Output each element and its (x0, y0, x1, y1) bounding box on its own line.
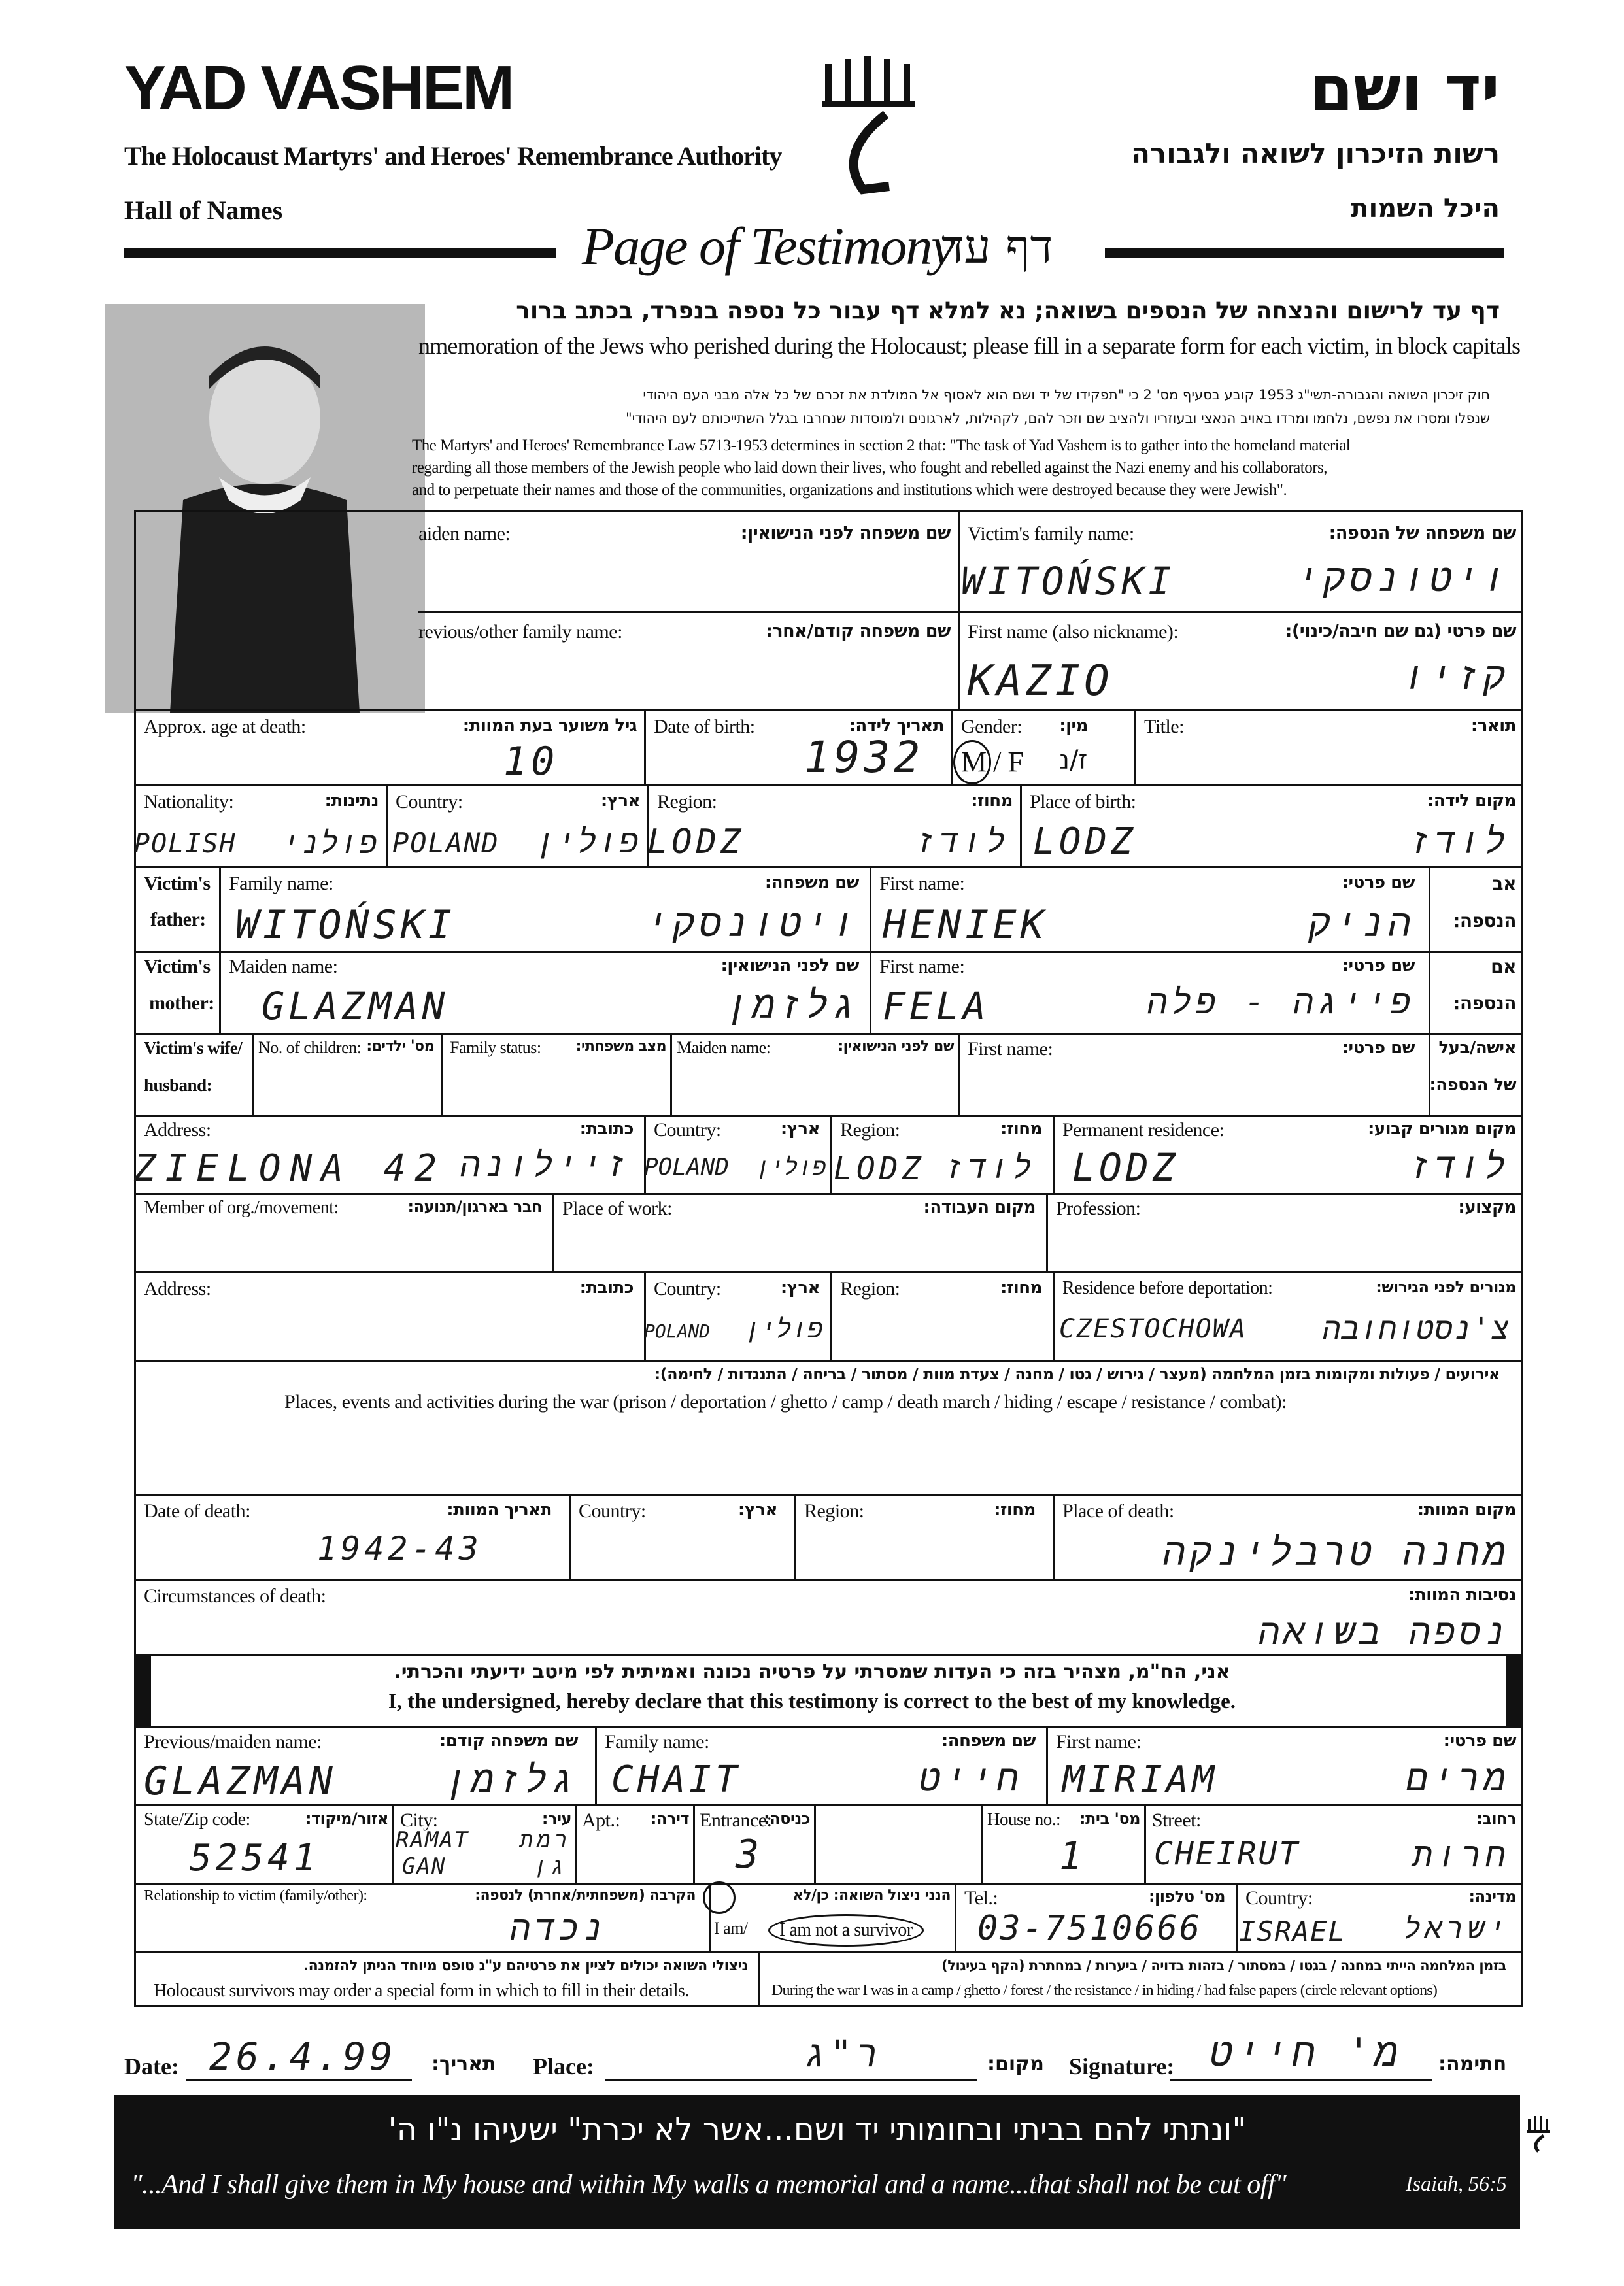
col-line (951, 709, 953, 784)
label-circumstances-he: נסיבות המוות: (1408, 1585, 1516, 1605)
label-street: Street: (1152, 1809, 1201, 1831)
value-sub-first-he[interactable]: מרים (1406, 1757, 1510, 1800)
value-tel[interactable]: 03-7510666 (977, 1909, 1202, 1948)
col-line (1046, 1726, 1048, 1804)
value-father-family-he[interactable]: ויטונסקי (645, 901, 859, 945)
label-res-before-he: מגורים לפני הגירוש: (1376, 1278, 1516, 1296)
label-maiden-name: aiden name: (418, 523, 511, 545)
row-line (134, 1115, 1523, 1117)
label-nationality-he: נתינות: (324, 791, 379, 811)
hall-of-names-he: היכל השמות (1351, 193, 1500, 224)
label-place-birth: Place of birth: (1030, 791, 1136, 813)
col-line (1053, 1115, 1055, 1193)
label-survivor-en-1: I am/ (714, 1919, 748, 1938)
value-place-birth[interactable]: LODZ (1033, 820, 1137, 863)
value-addr-country-he[interactable]: פולין (755, 1154, 826, 1181)
value-res-before[interactable]: CZESTOCHOWA (1059, 1314, 1247, 1344)
value-relationship[interactable]: נכדה (510, 1909, 607, 1948)
label-mother-maiden: Maiden name: (229, 956, 338, 977)
row-line (134, 784, 1523, 786)
intro-he: דף עד לרישום והנצחה של הנספים בשואה; נא למלא דף עבור כל נספה בנפרד, בכתב ברור (516, 297, 1500, 324)
label-wife-first-he: שם פרטי: (1342, 1038, 1415, 1058)
label-sub-country: Country: (1245, 1887, 1313, 1909)
place-line (605, 2079, 977, 2081)
label-sub-prev-he: שם משפחה קודם: (439, 1731, 578, 1751)
value-res-country[interactable]: POLAND (644, 1320, 711, 1342)
value-date[interactable]: 26.4.99 (209, 2034, 397, 2079)
label-gender-he: מין: (1059, 716, 1088, 735)
col-line (1236, 1883, 1238, 1951)
row-line (134, 1360, 1523, 1362)
label-date-he: תאריך: (431, 2053, 496, 2076)
value-house-no[interactable]: 1 (1059, 1834, 1086, 1878)
col-line (830, 1115, 832, 1193)
col-line (575, 1804, 577, 1883)
value-addr-region[interactable]: LODZ (834, 1151, 925, 1187)
col-line (870, 866, 871, 1033)
value-nationality[interactable]: POLISH (134, 829, 237, 859)
law-he-1: חוק זיכרון השואה והגבורה-תשי"ג 1953 קובע בסעיף מס' 2 כי "תפקידו של יד ושם הוא לאסוף אל המולדת את זכרם של כל אלה מבני העם היהודי (643, 387, 1490, 403)
label-father-first-he: שם פרטי: (1342, 873, 1415, 892)
label-entrance-he: כניסה: (764, 1809, 810, 1828)
label-wife-first: First name: (968, 1038, 1053, 1060)
label-place-work-he: מקום העבודה: (923, 1198, 1036, 1217)
quote-ref-en: Isaiah, 56:5 (1406, 2172, 1507, 2195)
value-city-he-2[interactable]: גן (533, 1853, 568, 1879)
row-line (134, 1883, 1523, 1885)
col-line (1046, 1193, 1048, 1271)
label-state-zip: State/Zip code: (144, 1809, 250, 1830)
row-line (134, 1033, 1523, 1035)
law-en-2: regarding all those members of the Jewish people who laid down their lives, who fought and rebelled against the Nazi enemy and his collaborators, (412, 459, 1328, 477)
col-line (219, 866, 221, 1033)
value-country-he[interactable]: פולין (535, 822, 640, 860)
law-en-1: The Martyrs' and Heroes' Remembrance Law 5713-1953 determines in section 2 that: "The task of Yad Vashem is to gather into the homeland material (412, 437, 1351, 454)
col-line (958, 1033, 960, 1115)
label-children: No. of children: (258, 1038, 362, 1057)
label-street-he: רחוב: (1476, 1809, 1516, 1828)
row-line (418, 611, 1523, 613)
row-line (134, 709, 1523, 711)
yad-vashem-logo-icon (817, 52, 922, 203)
value-region[interactable]: LODZ (647, 822, 745, 862)
value-mother-maiden-he[interactable]: גלזמן (725, 983, 859, 1027)
label-victims-mother-2: mother: (149, 992, 214, 1014)
col-line (794, 1494, 796, 1579)
row-line (134, 1271, 1523, 1273)
label-addr-region-he: מחוז: (1000, 1119, 1042, 1139)
label-addr-country-he: ארץ: (780, 1119, 820, 1139)
label-age-death: Approx. age at death: (144, 716, 306, 737)
label-place-he: מקום: (987, 2053, 1044, 2076)
value-dob[interactable]: 1932 (804, 732, 924, 782)
col-line (252, 1033, 254, 1115)
label-state-zip-he: אזור/מיקוד: (305, 1809, 388, 1828)
gender-options-he[interactable]: ז/נ (1059, 745, 1088, 775)
value-signature[interactable]: מ' חייט (1210, 2030, 1402, 2076)
value-sub-prev[interactable]: GLAZMAN (144, 1758, 337, 1804)
col-line (955, 1883, 956, 1951)
label-date-death-he: תאריך המוות: (447, 1500, 552, 1520)
label-sub-family: Family name: (605, 1731, 709, 1753)
label-wife-he-1: אישה/בעל (1438, 1038, 1516, 1058)
label-member-org: Member of org./movement: (144, 1198, 339, 1218)
label-res-region-he: מחוז: (1000, 1278, 1042, 1298)
label-perm-res: Permanent residence: (1062, 1119, 1225, 1141)
col-line (644, 1271, 646, 1360)
label-family-status: Family status: (450, 1038, 541, 1057)
label-signature: Signature: (1069, 2053, 1175, 2079)
value-date-death[interactable]: 1942-43 (317, 1530, 482, 1568)
col-line (386, 784, 388, 866)
label-title-he: תואר: (1470, 716, 1516, 735)
col-line (595, 1726, 597, 1804)
value-city-2[interactable]: GAN (402, 1853, 447, 1879)
value-first-name-he[interactable]: קזיו (1402, 654, 1510, 698)
title-rule-left (124, 248, 556, 258)
col-line (552, 1193, 554, 1271)
label-wife-he-2: של הנספה: (1429, 1075, 1516, 1095)
col-line (1134, 709, 1136, 784)
value-sub-first[interactable]: MIRIAM (1062, 1758, 1219, 1801)
col-line (1144, 1804, 1146, 1883)
label-father-first: First name: (879, 873, 965, 894)
label-wife-2: husband: (144, 1075, 212, 1095)
label-region: Region: (657, 791, 717, 813)
label-family-status-he: מצב משפחתי: (575, 1038, 666, 1054)
label-during-en: During the war I was in a camp / ghetto / forest / the resistance / in hiding / had false papers (circle relevant options) (771, 1982, 1438, 1999)
label-survivor-he: הנני ניצול השואה: כן/לא (792, 1887, 951, 1904)
label-sub-prev: Previous/maiden name: (144, 1731, 322, 1753)
label-war-en: Places, events and activities during the war (prison / deportation / ghetto / camp / death march / hiding / escape / resistance / combat): (284, 1391, 1287, 1413)
col-line (441, 1033, 443, 1115)
value-nationality-he[interactable]: פולני (281, 825, 379, 860)
label-circumstances: Circumstances of death: (144, 1585, 326, 1607)
col-line (758, 1951, 760, 2007)
label-wife-maiden: Maiden name: (677, 1038, 771, 1057)
label-victim-family: Victim's family name: (968, 523, 1134, 545)
title-rule-right (1105, 248, 1504, 258)
row-line (134, 1804, 1523, 1806)
label-dob-he: תאריך לידה: (849, 716, 944, 735)
label-children-he: מס' ילדים: (366, 1038, 434, 1054)
col-line (392, 1804, 394, 1883)
label-prev-family: revious/other family name: (418, 621, 622, 643)
gender-circle-icon (953, 740, 991, 784)
footer-logo-icon (1527, 2115, 1553, 2154)
label-region-he: מחוז: (971, 791, 1013, 811)
value-father-family[interactable]: WITOŃSKI (235, 902, 456, 948)
col-line (569, 1494, 571, 1579)
label-first-name-nick: First name (also nickname): (968, 621, 1179, 643)
col-line (958, 510, 960, 709)
label-special-he: ניצולי השואה יכולים לציין את פרטיהם ע"ג טופס מיוחד הניתן להזמנה. (303, 1958, 748, 1974)
label-title: Title: (1144, 716, 1184, 737)
label-father-he-1: אב (1492, 873, 1516, 894)
label-address-he: כתובת: (579, 1119, 634, 1139)
label-entrance: Entrance: (700, 1809, 772, 1831)
label-place-death-he: מקום המוות: (1417, 1500, 1516, 1520)
hall-of-names-en: Hall of Names (124, 195, 283, 225)
quote-he: "ונתתי להם בביתי ובחומותי יד ושם...אשר לא יכרת" ישעיהו נ"ו ה' (388, 2111, 1247, 2148)
value-zip[interactable]: 52541 (190, 1837, 320, 1879)
label-place-work: Place of work: (562, 1198, 672, 1219)
org-name-en: YAD VASHEM (124, 53, 513, 123)
label-res-region: Region: (840, 1278, 900, 1300)
label-tel-he: מס' טלפון: (1148, 1887, 1225, 1906)
label-age-death-he: גיל משוער בעת המוות: (462, 716, 637, 735)
label-addr-country: Country: (654, 1119, 721, 1141)
label-prev-family-he: שם משפחה קודם/אחר: (766, 621, 951, 641)
label-sub-first-he: שם פרטי: (1443, 1731, 1516, 1751)
label-perm-res-he: מקום מגורים קבוע: (1368, 1119, 1516, 1139)
label-father-family-he: שם משפחה: (764, 873, 859, 892)
label-country: Country: (396, 791, 463, 813)
label-death-region: Region: (804, 1500, 864, 1522)
label-place-birth-he: מקום לידה: (1427, 791, 1516, 811)
label-nationality: Nationality: (144, 791, 234, 813)
value-sub-country[interactable]: ISRAEL (1239, 1915, 1346, 1947)
label-addr-region: Region: (840, 1119, 900, 1141)
label-apt: Apt.: (582, 1809, 620, 1831)
value-first-name[interactable]: KAZIO (968, 657, 1113, 705)
label-relationship-he: הקרבה (משפחתית/אחרת) לנספה: (475, 1887, 696, 1904)
value-street[interactable]: CHEIRUT (1154, 1836, 1300, 1872)
label-house-no-he: מס' בית: (1079, 1809, 1140, 1828)
col-line (830, 1271, 832, 1360)
label-death-country-he: ארץ: (737, 1500, 777, 1520)
value-victim-family-he[interactable]: ויטונסקי (1296, 556, 1510, 600)
label-city: City: (400, 1809, 438, 1831)
value-mother-first-he[interactable]: פייגה - פלה (1147, 983, 1415, 1022)
label-gender: Gender: (961, 716, 1023, 737)
value-sub-country-he[interactable]: ישראל (1403, 1912, 1510, 1945)
value-res-country-he[interactable]: פולין (744, 1314, 823, 1344)
row-line (134, 866, 1523, 868)
org-subtitle-he: רשות הזיכרון לשואה ולגבורה (1131, 137, 1500, 169)
col-line (693, 1804, 695, 1883)
col-line (1053, 1271, 1055, 1360)
page-title-en: Page of Testimony (582, 216, 954, 276)
law-en-3: and to perpetuate their names and those of the communities, organizations and institutions which were destroyed because they were Jewish". (412, 481, 1287, 499)
row-line (134, 1951, 1523, 1953)
col-line (814, 1804, 816, 1883)
row-line (134, 1579, 1523, 1581)
value-sub-family-he[interactable]: חייט (919, 1757, 1023, 1800)
label-wife-1: Victim's wife/ (144, 1038, 243, 1058)
label-relationship: Relationship to victim (family/other): (144, 1887, 367, 1904)
label-mother-he-1: אם (1491, 956, 1516, 977)
label-wife-maiden-he: שם לפני הנישואין: (837, 1038, 954, 1054)
label-address-2-he: כתובת: (579, 1278, 634, 1298)
label-house-no: House no.: (987, 1809, 1060, 1829)
label-maiden-name-he: שם משפחה לפני הנישואין: (740, 523, 951, 543)
label-victims-mother-1: Victim's (144, 956, 211, 977)
label-survivor-en-2[interactable]: I am not a survivor (768, 1914, 924, 1947)
label-first-name-nick-he: שם פרטי (גם שם חיבה/כינוי): (1285, 621, 1516, 641)
value-res-before-he[interactable]: צ'נסטוחובה (1322, 1311, 1510, 1346)
label-sub-country-he: מדינה: (1468, 1887, 1516, 1906)
label-mother-first-he: שם פרטי: (1342, 956, 1415, 975)
org-name-he: יד ושם (1310, 52, 1500, 126)
value-address[interactable]: ZIELONA 42 (134, 1147, 447, 1190)
row-line (134, 1494, 1523, 1496)
gender-options[interactable]: M/F (961, 746, 1030, 778)
survivor-no-circle-icon (703, 1881, 736, 1914)
label-death-region-he: מחוז: (994, 1500, 1036, 1520)
value-place-birth-he[interactable]: לודז (1409, 820, 1510, 862)
label-sub-first: First name: (1056, 1731, 1142, 1753)
value-sub-prev-he[interactable]: גלזמן (444, 1757, 578, 1802)
value-region-he[interactable]: לודז (915, 822, 1009, 860)
value-mother-maiden[interactable]: GLAZMAN (262, 984, 449, 1028)
label-res-country-he: ארץ: (780, 1278, 820, 1298)
value-address-he[interactable]: זיילונה (460, 1145, 630, 1185)
label-father-he-2: הנספה: (1453, 910, 1516, 932)
value-city-1[interactable]: RAMAT (396, 1827, 469, 1853)
value-addr-region-he[interactable]: לודז (944, 1149, 1036, 1186)
col-line (981, 1804, 983, 1883)
label-address: Address: (144, 1119, 211, 1141)
label-address-2: Address: (144, 1278, 211, 1300)
label-place-death: Place of death: (1062, 1500, 1174, 1522)
declaration-he: אני, הח"מ, מצהיר בזה כי העדות שמסרתי על פרטיה נכונה ואמיתית לפי מיטב ידיעתי והכרתי. (394, 1660, 1230, 1683)
label-sub-family-he: שם משפחה: (941, 1731, 1036, 1751)
label-profession: Profession: (1056, 1198, 1141, 1219)
col-line (644, 709, 646, 784)
value-victim-family[interactable]: WITOŃSKI (961, 559, 1176, 603)
value-father-first[interactable]: HENIEK (883, 902, 1048, 948)
row-line (134, 1193, 1523, 1195)
signature-line (1170, 2079, 1432, 2081)
value-street-he[interactable]: חרות (1412, 1836, 1510, 1875)
page-title-he: דף עד (941, 219, 1053, 274)
label-signature-he: חתימה: (1438, 2053, 1507, 2076)
value-perm-res[interactable]: LODZ (1072, 1145, 1179, 1190)
intro-en: nmemoration of the Jews who perished during the Holocaust; please fill in a separate form for each victim, in block capitals (418, 333, 1521, 359)
label-date-death: Date of death: (144, 1500, 250, 1522)
label-res-country: Country: (654, 1278, 721, 1300)
label-father-family: Family name: (229, 873, 333, 894)
row-line (134, 1726, 1523, 1728)
value-circumstances[interactable]: נספה בשואה (1258, 1611, 1510, 1653)
value-place[interactable]: ר"ג (804, 2033, 882, 2076)
label-city-he: עיר: (541, 1809, 571, 1828)
col-line (1020, 784, 1022, 866)
law-he-2: שנפלו ומסרו את נפשם, נלחמו ומרדו באויב הנאצי ובעוזריו ולהציב שם וזכר להם, לקהילות, לארגונים ולמוסדות שנחרבו בגלל השתייכותם לעם היהודי" (625, 411, 1490, 426)
value-father-first-he[interactable]: הניק (1308, 901, 1415, 945)
value-mother-first[interactable]: FELA (883, 984, 990, 1028)
label-date: Date: (124, 2053, 179, 2079)
org-subtitle-en: The Holocaust Martyrs' and Heroes' Remembrance Authority (124, 141, 782, 171)
declaration-en: I, the undersigned, hereby declare that this testimony is correct to the best of my knowledge. (388, 1690, 1236, 1713)
label-victims-father-2: father: (150, 909, 206, 930)
label-mother-he-2: הנספה: (1453, 992, 1516, 1014)
quote-en: "...And I shall give them in My house and within My walls a memorial and a name...that shall not be cut off" (131, 2170, 1287, 2200)
label-place: Place: (533, 2053, 594, 2079)
date-line (186, 2079, 412, 2081)
value-country[interactable]: POLAND (392, 827, 499, 859)
label-mother-maiden-he: שם לפני הנישואין: (720, 956, 859, 975)
value-sub-family[interactable]: CHAIT (611, 1758, 741, 1801)
label-res-before: Residence before deportation: (1062, 1278, 1273, 1298)
col-line (1053, 1494, 1055, 1579)
value-place-death[interactable]: מחנה טרבלינקה (1162, 1530, 1510, 1574)
label-mother-first: First name: (879, 956, 965, 977)
value-city-he-1[interactable]: רמת (519, 1827, 571, 1853)
label-apt-he: דירה: (650, 1809, 689, 1828)
col-line (670, 1033, 672, 1115)
label-during-he: בזמן המלחמה הייתי במחנה / בגטו / במסתור / בזהות בדויה / ביערות / במחתרת (הקף בעיגול) (941, 1958, 1506, 1974)
value-addr-country[interactable]: POLAND (644, 1154, 730, 1181)
row-line (134, 951, 1523, 953)
value-age[interactable]: 10 (503, 739, 559, 784)
label-victims-father-1: Victim's (144, 873, 211, 894)
label-special-en: Holocaust survivors may order a special form in which to fill in their details. (154, 1981, 689, 2001)
label-country-he: ארץ: (600, 791, 640, 811)
label-death-country: Country: (579, 1500, 646, 1522)
label-member-org-he: חבר בארגון/תנועה: (407, 1198, 542, 1216)
value-perm-res-he[interactable]: לודז (1409, 1145, 1510, 1186)
label-victim-family-he: שם משפחה של הנספה: (1328, 523, 1516, 543)
label-dob: Date of birth: (654, 716, 755, 737)
label-profession-he: מקצוע: (1458, 1198, 1516, 1217)
label-tel: Tel.: (964, 1887, 998, 1909)
label-war-he: אירועים / פעולות ומקומות בזמן המלחמה (מעצר / גירוש / גטו / מחנה / צעדת מוות / מסתור / בריחה / התנגדות / לחימה): (654, 1365, 1500, 1383)
value-apt[interactable]: 3 (736, 1832, 764, 1877)
